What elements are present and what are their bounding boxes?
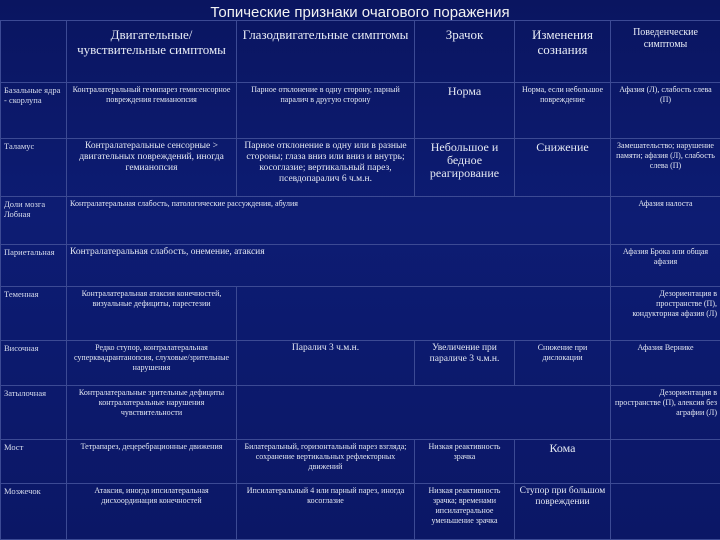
behavior-cell: Афазия налоста <box>611 197 720 245</box>
motor-cell: Тетрапарез, децеребрационные движения <box>67 440 237 484</box>
behavior-cell <box>611 440 720 484</box>
table-row <box>1 386 720 440</box>
header-row <box>1 21 720 83</box>
table-row <box>1 340 720 386</box>
pupil-cell: Норма <box>415 83 515 139</box>
table-row <box>1 483 720 539</box>
pupil-cell: Небольшое и бедное реагирование <box>415 139 515 197</box>
consciousness-cell: Норма, если небольшое повреждение <box>515 83 611 139</box>
oculomotor-cell: Парное отклонение в одну сторону, парный паралич в другую сторону <box>237 83 415 139</box>
motor-cell: Атаксия, иногда ипсилатеральная дисхоординация конечностей <box>67 483 237 539</box>
header-behavior: Поведенческие симптомы <box>611 21 720 83</box>
header-motor: Двигательные/ чувствительные симптомы <box>67 21 237 83</box>
oculomotor-cell: Парное отклонение в одну или в разные стороны; глаза вниз или вниз и внутрь; косоглазие; вертикальный парез, псевдопаралич 6 ч.м.н. <box>237 139 415 197</box>
region-cell: Теменная <box>1 286 67 340</box>
motor-cell: Контралатеральный гемипарез гемисенсорное повреждения гемианопсия <box>67 83 237 139</box>
behavior-cell: Афазия Вернике <box>611 340 720 386</box>
pupil-cell: Низкая реактивность зрачка <box>415 440 515 484</box>
consciousness-cell: Снижение <box>515 139 611 197</box>
symptoms-table <box>0 20 720 540</box>
region-cell: Таламус <box>1 139 67 197</box>
header-oculomotor: Глазодвигательные симптомы <box>237 21 415 83</box>
slide-title: Топические признаки очагового поражения <box>210 4 510 21</box>
motor-cell: Редко ступор, контралатеральная суперквадрантанопсия, слуховые/зрительные нарушения <box>67 340 237 386</box>
consciousness-cell: Кома <box>515 440 611 484</box>
empty-cell <box>237 286 611 340</box>
behavior-cell: Дезориентация в пространстве (П), алексия без аграфии (Л) <box>611 386 720 440</box>
pupil-cell: Увеличение при параличе 3 ч.м.н. <box>415 340 515 386</box>
region-cell: Височная <box>1 340 67 386</box>
behavior-cell <box>611 483 720 539</box>
oculomotor-cell: Билатеральный, горизонтальный парез взгляда; сохранение вертикальных рефлекторных движений <box>237 440 415 484</box>
region-cell: Париетальная <box>1 245 67 287</box>
region-cell: Доли мозга Лобная <box>1 197 67 245</box>
pupil-cell: Низкая реактивность зрачка; временами ипсилатеральное уменьшение зрачка <box>415 483 515 539</box>
oculomotor-cell: Паралич 3 ч.м.н. <box>237 340 415 386</box>
motor-cell: Контралатеральная слабость, онемение, атаксия <box>67 245 611 287</box>
region-cell: Мост <box>1 440 67 484</box>
table-row <box>1 245 720 287</box>
motor-cell: Контралатеральная атаксия конечностей, визуальные дефициты, парестезии <box>67 286 237 340</box>
region-cell: Мозжечок <box>1 483 67 539</box>
table-row <box>1 440 720 484</box>
header-consciousness: Изменения сознания <box>515 21 611 83</box>
oculomotor-cell: Ипсилатеральный 4 или парный парез, иногда косоглазие <box>237 483 415 539</box>
behavior-cell: Афазия Брока или общая афазия <box>611 245 720 287</box>
region-cell: Базальные ядра - скорлупа <box>1 83 67 139</box>
header-pupil: Зрачок <box>415 21 515 83</box>
motor-cell: Контралатеральные сенсорные > двигательных повреждений, иногда гемианопсия <box>67 139 237 197</box>
table-row <box>1 139 720 197</box>
behavior-cell: Дезориентация в пространстве (П), кондукторная афазия (Л) <box>611 286 720 340</box>
consciousness-cell: Ступор при большом повреждении <box>515 483 611 539</box>
empty-cell <box>237 386 611 440</box>
region-cell: Затылочная <box>1 386 67 440</box>
table-row <box>1 197 720 245</box>
table-row <box>1 286 720 340</box>
behavior-cell: Афазия (Л), слабость слева (П) <box>611 83 720 139</box>
header-region <box>1 21 67 83</box>
motor-cell: Контралатеральная слабость, патологические рассуждения, абулия <box>67 197 611 245</box>
behavior-cell: Замешательство; нарушение памяти; афазия (Л), слабость слева (П) <box>611 139 720 197</box>
table-row <box>1 83 720 139</box>
consciousness-cell: Снижение при дислокации <box>515 340 611 386</box>
motor-cell: Контралатеральные зрительные дефициты контралатеральные нарушения чувствительности <box>67 386 237 440</box>
